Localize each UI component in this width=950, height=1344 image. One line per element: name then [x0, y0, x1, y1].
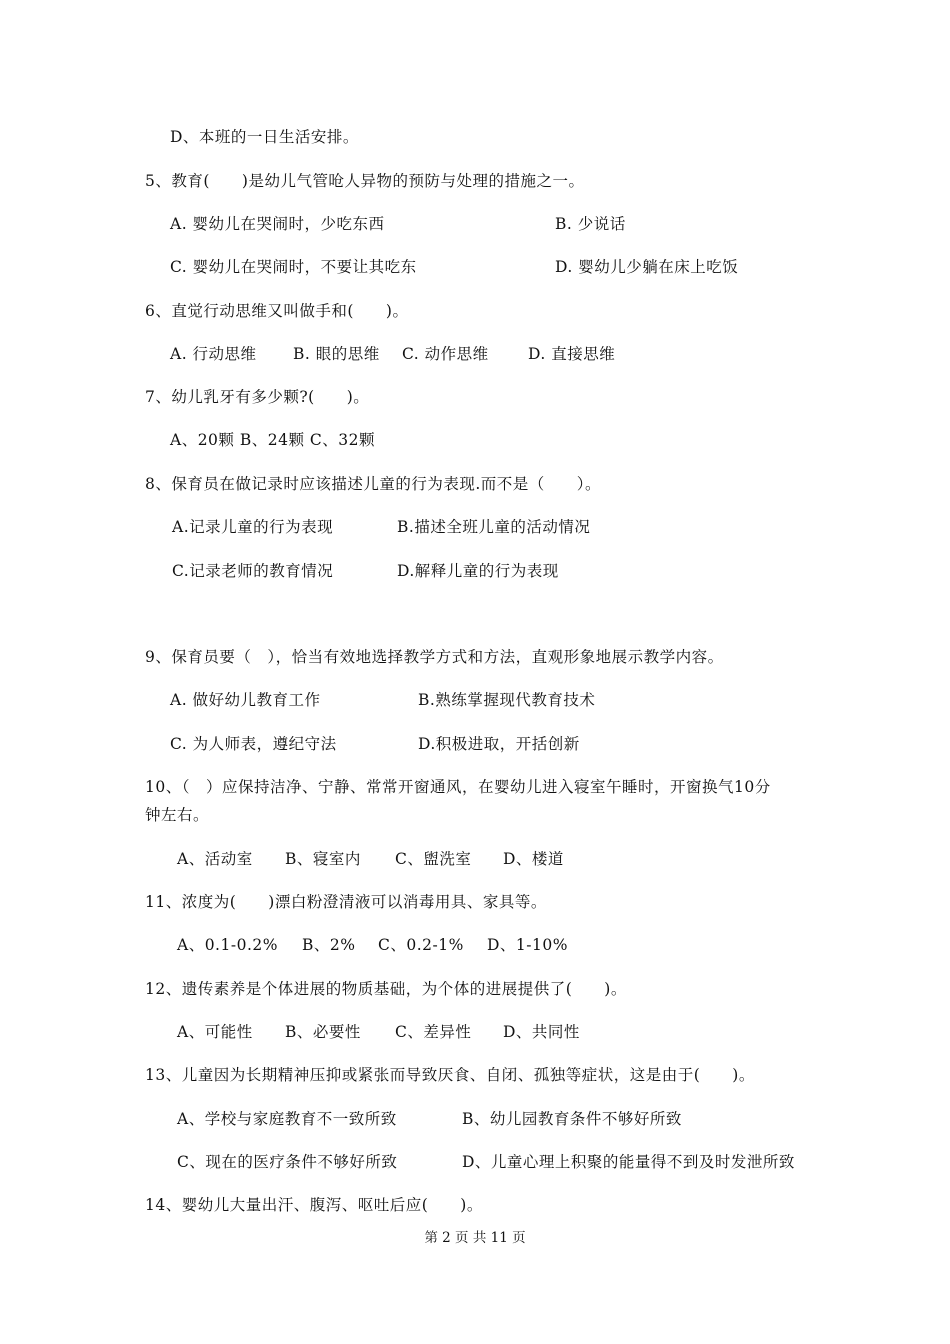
- q9-option-b: B.熟练掌握现代教育技术: [418, 691, 596, 709]
- q12-option-a: A、可能性: [177, 1023, 253, 1041]
- q6-option-b: B. 眼的思维: [293, 345, 380, 363]
- question-7: 7、幼儿乳牙有多少颗?( )。: [145, 388, 370, 406]
- q10-option-a: A、活动室: [177, 850, 253, 868]
- q10-option-c: C、盥洗室: [395, 850, 472, 868]
- q11-option-a: A、0.1-0.2%: [177, 936, 278, 954]
- question-10-continued: 钟左右。: [145, 806, 210, 824]
- q5-option-d: D. 婴幼儿少躺在床上吃饭: [555, 258, 739, 276]
- option-d-q4: D、本班的一日生活安排。: [170, 128, 359, 146]
- q9-option-c: C. 为人师表，遵纪守法: [170, 735, 337, 753]
- q13-option-b: B、幼儿园教育条件不够好所致: [462, 1110, 682, 1128]
- q12-option-b: B、必要性: [285, 1023, 361, 1041]
- q8-option-c: C.记录老师的教育情况: [172, 562, 334, 580]
- question-13: 13、儿童因为长期精神压抑或紧张而导致厌食、自闭、孤独等症状，这是由于( )。: [145, 1066, 755, 1084]
- q11-option-c: C、0.2-1%: [378, 936, 464, 954]
- question-12: 12、遗传素养是个体进展的物质基础，为个体的进展提供了( )。: [145, 980, 627, 998]
- question-10: 10、（ ）应保持洁净、宁静、常常开窗通风，在婴幼儿进入寝室午睡时，开窗换气10分: [145, 778, 771, 796]
- q10-option-b: B、寝室内: [285, 850, 361, 868]
- q12-option-d: D、共同性: [503, 1023, 580, 1041]
- q11-option-b: B、2%: [302, 936, 356, 954]
- page-number-footer: 第 2 页 共 11 页: [424, 1230, 526, 1246]
- q13-option-c: C、现在的医疗条件不够好所致: [177, 1153, 398, 1171]
- question-9: 9、保育员要（ ），恰当有效地选择教学方式和方法，直观形象地展示教学内容。: [145, 648, 724, 666]
- q6-option-a: A. 行动思维: [170, 345, 257, 363]
- q9-option-a: A. 做好幼儿教育工作: [170, 691, 321, 709]
- q13-option-d: D、儿童心理上积聚的能量得不到及时发泄所致: [462, 1153, 795, 1171]
- q7-options: A、20颗 B、24颗 C、32颗: [170, 431, 375, 449]
- q5-option-c: C. 婴幼儿在哭闹时，不要让其吃东: [170, 258, 417, 276]
- q12-option-c: C、差异性: [395, 1023, 472, 1041]
- q5-option-a: A. 婴幼儿在哭闹时，少吃东西: [170, 215, 385, 233]
- question-6: 6、直觉行动思维又叫做手和( )。: [145, 302, 409, 320]
- q5-option-b: B. 少说话: [555, 215, 626, 233]
- q11-option-d: D、1-10%: [487, 936, 568, 954]
- q8-option-a: A.记录儿童的行为表现: [172, 518, 334, 536]
- question-14: 14、婴幼儿大量出汗、腹泻、呕吐后应( )。: [145, 1196, 483, 1214]
- q6-option-c: C. 动作思维: [402, 345, 489, 363]
- q13-option-a: A、学校与家庭教育不一致所致: [177, 1110, 397, 1128]
- q8-option-b: B.描述全班儿童的活动情况: [397, 518, 591, 536]
- question-11: 11、浓度为( )漂白粉澄清液可以消毒用具、家具等。: [145, 893, 547, 911]
- q10-option-d: D、楼道: [503, 850, 564, 868]
- question-5: 5、教育( )是幼儿气管呛人异物的预防与处理的措施之一。: [145, 172, 585, 190]
- question-8: 8、保育员在做记录时应该描述儿童的行为表现.而不是（ ）。: [145, 475, 602, 493]
- q8-option-d: D.解释儿童的行为表现: [397, 562, 559, 580]
- q9-option-d: D.积极进取，开括创新: [418, 735, 580, 753]
- q6-option-d: D. 直接思维: [528, 345, 616, 363]
